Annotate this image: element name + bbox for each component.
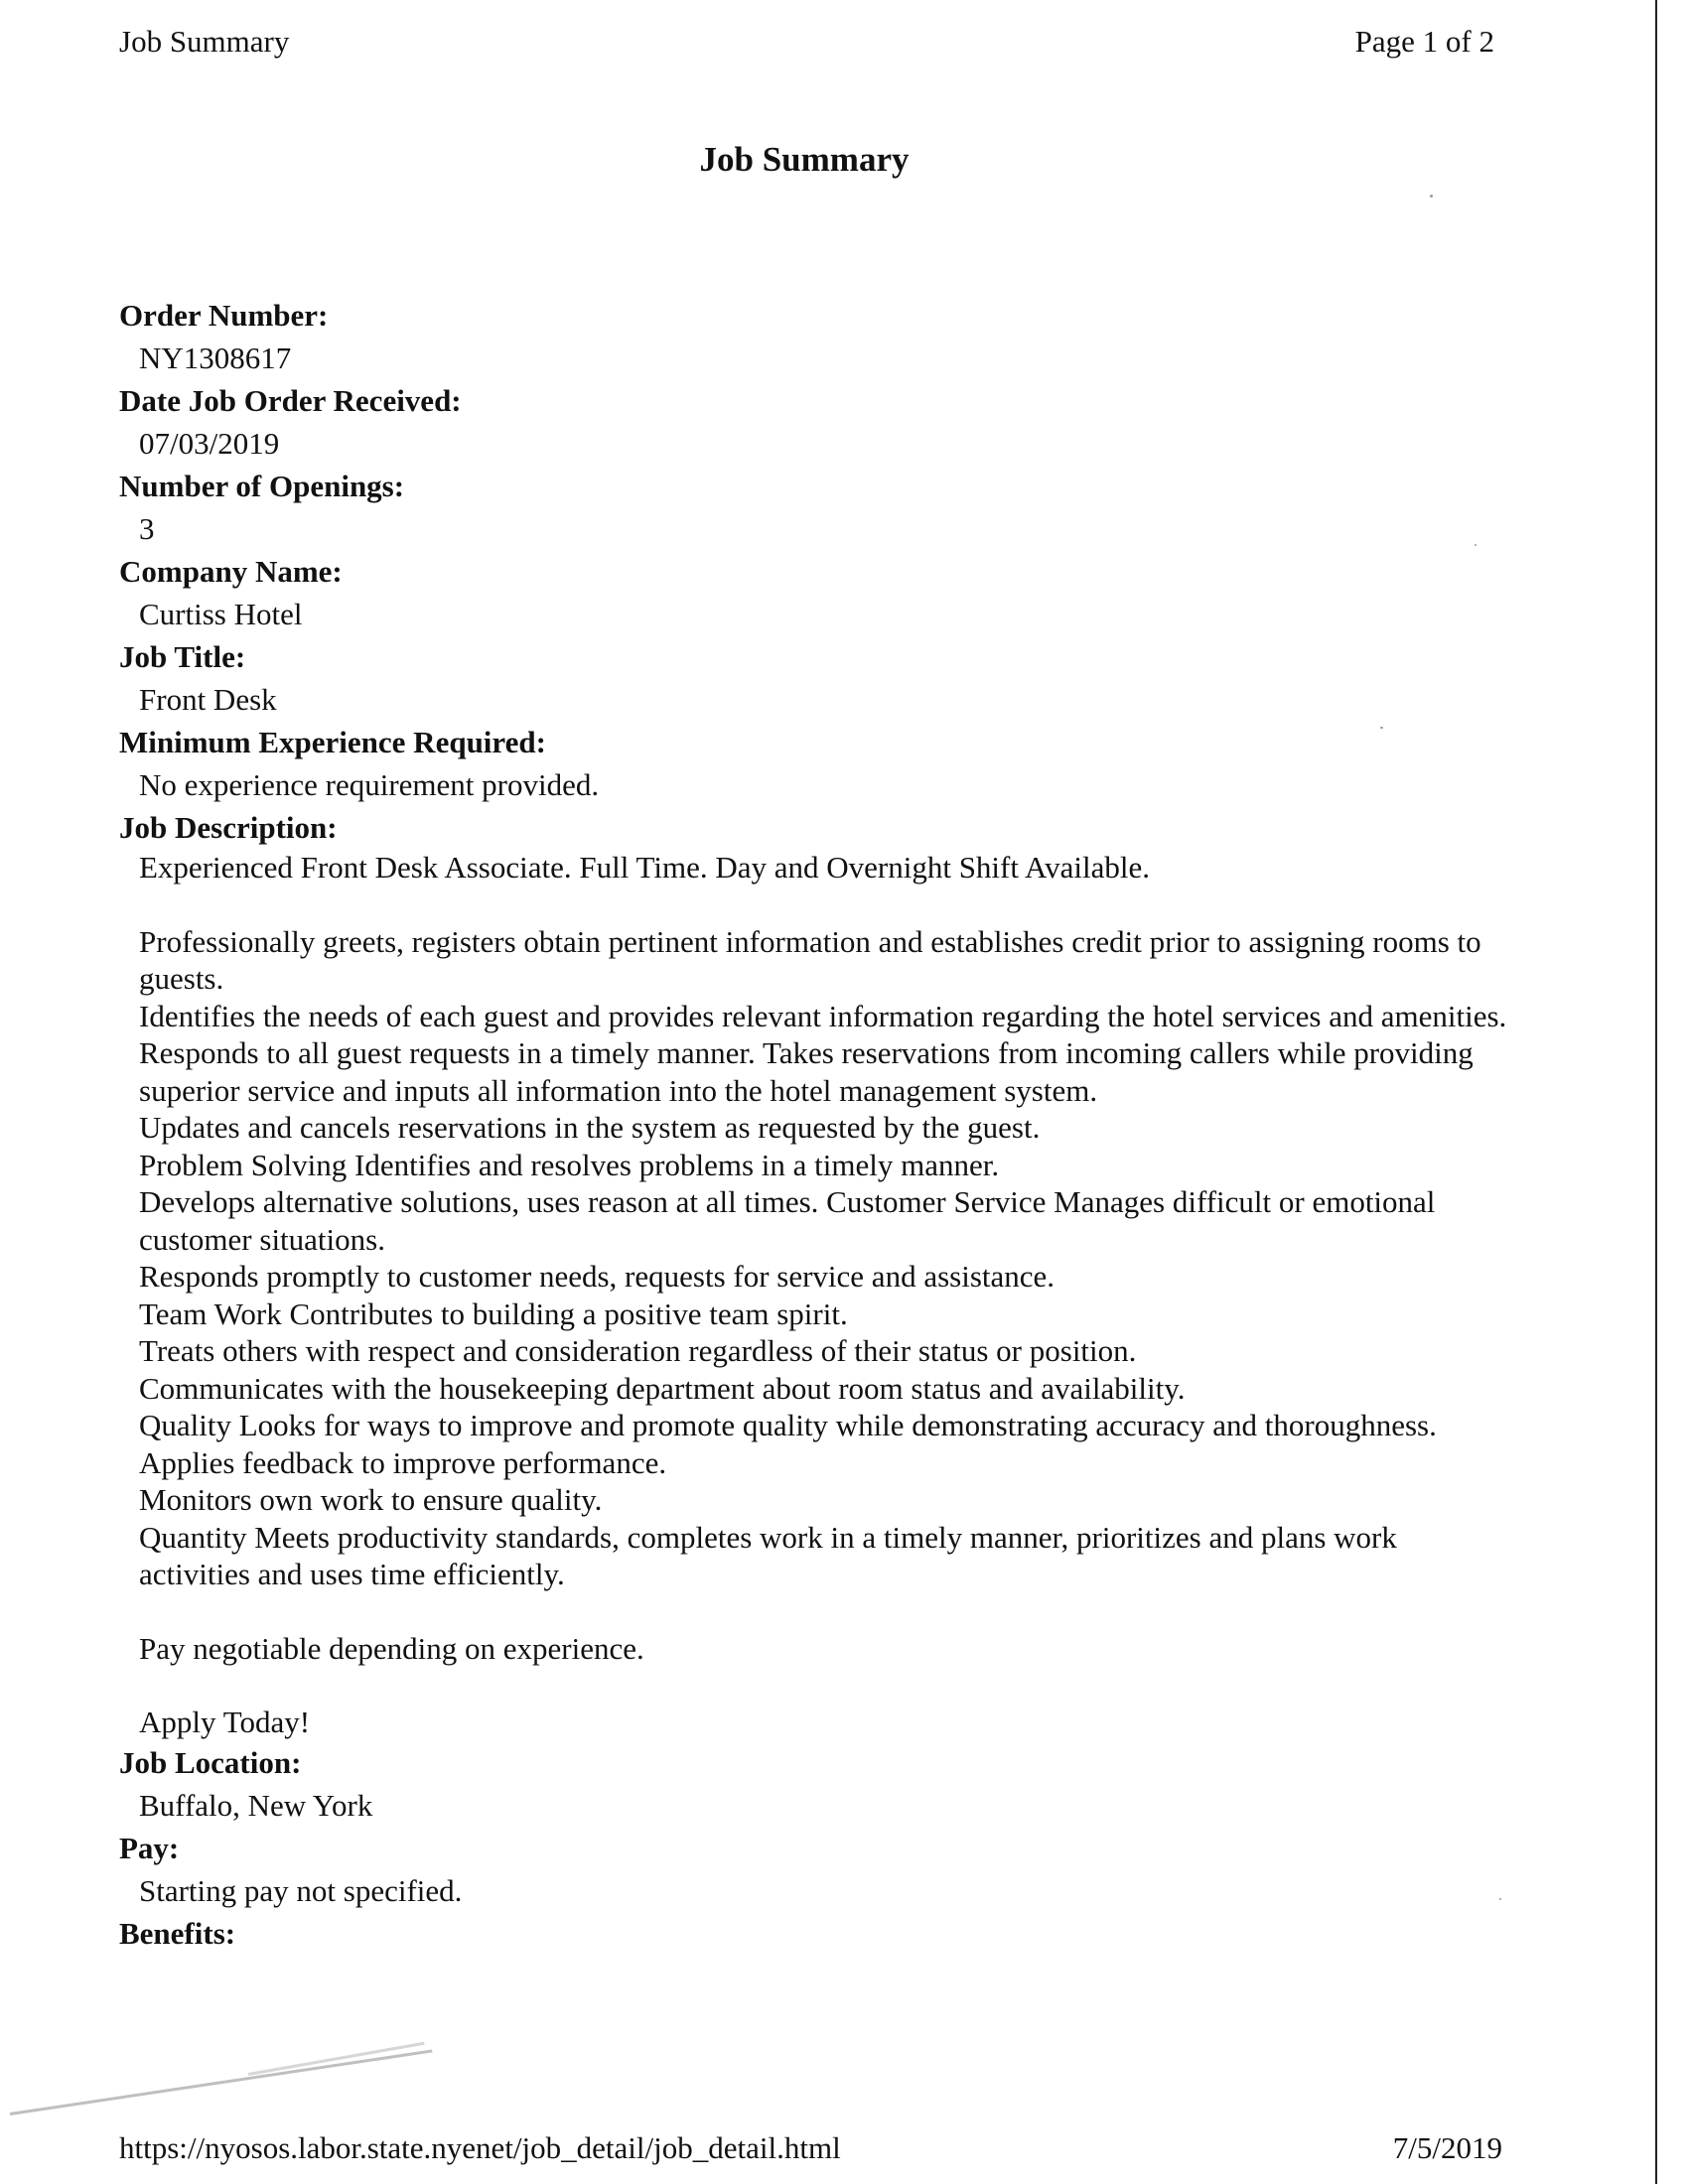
job-title-label: Job Title:: [119, 639, 246, 674]
duty-line: Professionally greets, registers obtain pertinent information and establishes credit prior to assigning rooms to guests.: [139, 923, 1481, 996]
duty-line: Communicates with the housekeeping department about room status and availability.: [139, 1370, 1186, 1406]
openings-label: Number of Openings:: [119, 469, 405, 503]
scan-speck: [1475, 544, 1477, 546]
duty-line: Responds to all guest requests in a timely manner. Takes reservations from incoming callers while providing superior service and inputs all information into the hotel management system.: [139, 1035, 1474, 1108]
job-description: [139, 849, 1509, 1741]
page-edge-rule: [1655, 0, 1657, 2184]
paragraph-gap: [139, 1667, 1509, 1704]
duty-line: Problem Solving Identifies and resolves problems in a timely manner.: [139, 1147, 1000, 1182]
source-url: https://nyosos.labor.state.nyenet/job_detail/job_detail.html: [119, 2130, 841, 2165]
duty-line: Identifies the needs of each guest and provides relevant information regarding the hotel services and amenities.: [139, 998, 1507, 1033]
scan-streak: [248, 2042, 425, 2076]
company-name-label: Company Name:: [119, 554, 343, 589]
duty-line: Updates and cancels reservations in the system as requested by the guest.: [139, 1110, 1041, 1145]
date-received-label: Date Job Order Received:: [119, 383, 462, 418]
order-number-label: Order Number:: [119, 298, 329, 333]
pay-note: Pay negotiable depending on experience.: [139, 1630, 644, 1666]
job-title-value: Front Desk: [139, 682, 277, 717]
duty-line: Responds promptly to customer needs, requests for service and assistance.: [139, 1259, 1055, 1294]
job-location-label: Job Location:: [119, 1744, 302, 1780]
scan-speck: [1430, 195, 1433, 198]
page-number: Page 1 of 2: [1354, 24, 1494, 59]
paragraph-gap: [139, 1593, 1509, 1630]
order-number-value: NY1308617: [139, 341, 292, 375]
benefits-label: Benefits:: [119, 1915, 236, 1951]
min-experience-label: Minimum Experience Required:: [119, 725, 546, 759]
duty-line: Treats others with respect and consideration regardless of their status or position.: [139, 1333, 1137, 1368]
duty-line: Quality Looks for ways to improve and promote quality while demonstrating accuracy and thoroughness.: [139, 1408, 1437, 1442]
scan-speck: [1499, 1898, 1501, 1900]
paragraph-gap: [139, 887, 1509, 923]
duty-line: Applies feedback to improve performance.: [139, 1444, 667, 1480]
closing-line: Apply Today!: [139, 1705, 311, 1739]
scan-speck: [1380, 727, 1383, 729]
duty-line: Team Work Contributes to building a positive team spirit.: [139, 1296, 848, 1331]
running-header-title: Job Summary: [119, 24, 290, 59]
pay-value: Starting pay not specified.: [139, 1872, 463, 1908]
pay-label: Pay:: [119, 1830, 180, 1865]
min-experience-value: No experience requirement provided.: [139, 767, 600, 802]
job-summary-content: [119, 294, 1509, 1955]
page-title: Job Summary: [699, 140, 910, 179]
job-location-value: Buffalo, New York: [139, 1787, 373, 1823]
print-date: 7/5/2019: [1392, 2130, 1502, 2165]
job-description-label: Job Description:: [119, 810, 338, 845]
date-received-value: 07/03/2019: [139, 426, 280, 461]
duty-line: Monitors own work to ensure quality.: [139, 1482, 603, 1517]
openings-value: 3: [139, 511, 155, 546]
company-name-value: Curtiss Hotel: [139, 597, 303, 631]
duty-line: Quantity Meets productivity standards, completes work in a timely manner, prioritizes and plans work activities and uses time efficiently.: [139, 1519, 1397, 1591]
description-intro: Experienced Front Desk Associate. Full Time. Day and Overnight Shift Available.: [139, 850, 1150, 885]
duty-line: Develops alternative solutions, uses reason at all times. Customer Service Manages difficult or emotional customer situations.: [139, 1184, 1436, 1257]
scan-streak: [10, 2049, 433, 2116]
